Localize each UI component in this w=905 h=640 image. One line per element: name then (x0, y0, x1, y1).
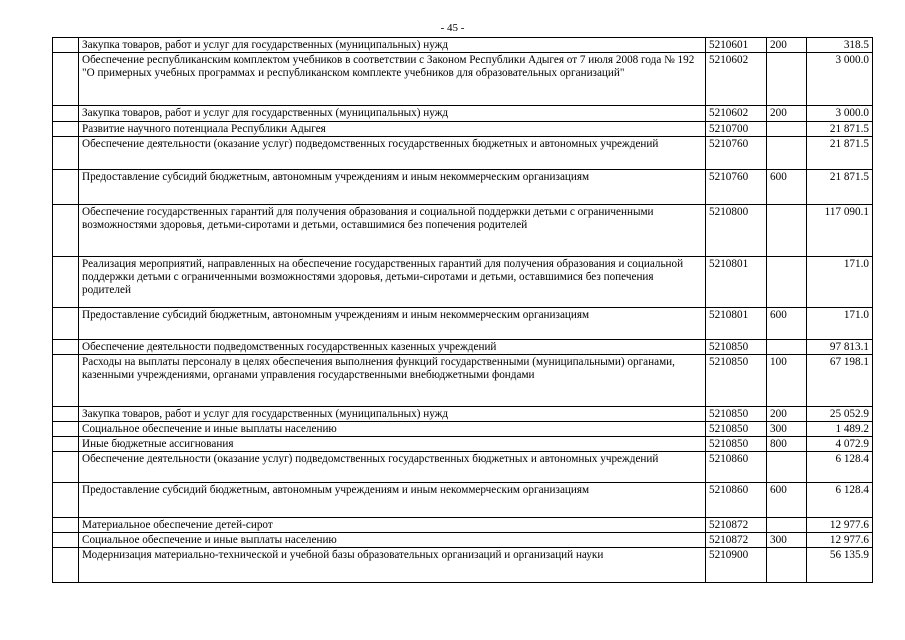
item-name: Социальное обеспечение и иные выплаты населению (79, 422, 706, 437)
table-row (53, 205, 873, 257)
blank-cell (53, 340, 79, 355)
page-number: - 45 - (440, 22, 465, 34)
item-code: 5210850 (706, 422, 767, 437)
item-name: Материальное обеспечение детей-сирот (79, 518, 706, 533)
blank-cell (53, 422, 79, 437)
expense-type: 100 (767, 355, 807, 407)
table-row (53, 548, 873, 583)
item-code: 5210872 (706, 533, 767, 548)
item-sum: 318.5 (807, 38, 873, 53)
item-name: Обеспечение республиканским комплектом учебников в соответствии с Законом Республики Адыгея от 7 июля 2008 года № 192 "О примерных учебных программах и республиканском комплекте учебников для образовательных организаций" (79, 53, 706, 106)
item-name: Реализация мероприятий, направленных на обеспечение государственных гарантий для получения образования и социальной поддержки детьми с ограниченными возможностями здоровья, детьми-сиротами и детьми, оставшимися без попечения родителей (79, 257, 706, 308)
item-sum: 6 128.4 (807, 452, 873, 483)
table-row (53, 422, 873, 437)
item-sum: 171.0 (807, 308, 873, 340)
table-row (53, 452, 873, 483)
expense-type: 300 (767, 533, 807, 548)
expense-type: 600 (767, 308, 807, 340)
item-code: 5210850 (706, 340, 767, 355)
table-row (53, 106, 873, 122)
item-code: 5210801 (706, 257, 767, 308)
table-row (53, 518, 873, 533)
item-code: 5210850 (706, 437, 767, 452)
item-sum: 6 128.4 (807, 483, 873, 518)
table-row (53, 137, 873, 170)
expense-type: 200 (767, 106, 807, 122)
blank-cell (53, 53, 79, 106)
item-sum: 12 977.6 (807, 518, 873, 533)
item-code: 5210860 (706, 483, 767, 518)
expense-type: 200 (767, 407, 807, 422)
item-code: 5210801 (706, 308, 767, 340)
expense-type (767, 548, 807, 583)
item-code: 5210601 (706, 38, 767, 53)
item-sum: 21 871.5 (807, 137, 873, 170)
item-code: 5210760 (706, 137, 767, 170)
item-sum: 21 871.5 (807, 170, 873, 205)
item-name: Социальное обеспечение и иные выплаты населению (79, 533, 706, 548)
expense-type (767, 518, 807, 533)
item-name: Обеспечение деятельности (оказание услуг) подведомственных государственных бюджетных и автономных учреждений (79, 452, 706, 483)
item-code: 5210800 (706, 205, 767, 257)
item-code: 5210900 (706, 548, 767, 583)
table-row (53, 308, 873, 340)
item-name: Предоставление субсидий бюджетным, автономным учреждениям и иным некоммерческим организациям (79, 308, 706, 340)
expense-type (767, 122, 807, 137)
table-row (53, 483, 873, 518)
item-sum: 171.0 (807, 257, 873, 308)
blank-cell (53, 308, 79, 340)
item-sum: 56 135.9 (807, 548, 873, 583)
table-row (53, 170, 873, 205)
item-sum: 3 000.0 (807, 53, 873, 106)
expense-type: 200 (767, 38, 807, 53)
item-code: 5210760 (706, 170, 767, 205)
item-name: Модернизация материально-технической и учебной базы образовательных организаций и организаций науки (79, 548, 706, 583)
blank-cell (53, 137, 79, 170)
item-code: 5210860 (706, 452, 767, 483)
blank-cell (53, 205, 79, 257)
blank-cell (53, 38, 79, 53)
blank-cell (53, 122, 79, 137)
table-row (53, 53, 873, 106)
item-name: Обеспечение деятельности подведомственных государственных казенных учреждений (79, 340, 706, 355)
item-sum: 21 871.5 (807, 122, 873, 137)
expense-type (767, 452, 807, 483)
item-name: Расходы на выплаты персоналу в целях обеспечения выполнения функций государственными (муниципальными) органами, казенными учреждениями, органами управления государственными внебюджетными фондами (79, 355, 706, 407)
blank-cell (53, 548, 79, 583)
item-sum: 25 052.9 (807, 407, 873, 422)
table-row (53, 257, 873, 308)
table-row (53, 355, 873, 407)
item-name: Развитие научного потенциала Республики Адыгея (79, 122, 706, 137)
expense-type (767, 137, 807, 170)
expense-type: 800 (767, 437, 807, 452)
item-sum: 3 000.0 (807, 106, 873, 122)
item-sum: 67 198.1 (807, 355, 873, 407)
item-code: 5210872 (706, 518, 767, 533)
table-row (53, 38, 873, 53)
item-code: 5210602 (706, 106, 767, 122)
blank-cell (53, 483, 79, 518)
table-row (53, 122, 873, 137)
expense-type: 600 (767, 170, 807, 205)
blank-cell (53, 257, 79, 308)
blank-cell (53, 170, 79, 205)
item-name: Закупка товаров, работ и услуг для государственных (муниципальных) нужд (79, 106, 706, 122)
blank-cell (53, 355, 79, 407)
item-name: Обеспечение деятельности (оказание услуг) подведомственных государственных бюджетных и автономных учреждений (79, 137, 706, 170)
expense-type (767, 205, 807, 257)
table-row (53, 533, 873, 548)
budget-table (52, 37, 873, 583)
table-row (53, 407, 873, 422)
budget-table-body (53, 38, 873, 583)
blank-cell (53, 533, 79, 548)
item-code: 5210700 (706, 122, 767, 137)
expense-type (767, 340, 807, 355)
table-row (53, 340, 873, 355)
item-sum: 117 090.1 (807, 205, 873, 257)
item-code: 5210850 (706, 407, 767, 422)
item-sum: 1 489.2 (807, 422, 873, 437)
expense-type (767, 53, 807, 106)
blank-cell (53, 452, 79, 483)
blank-cell (53, 106, 79, 122)
item-name: Закупка товаров, работ и услуг для государственных (муниципальных) нужд (79, 38, 706, 53)
item-code: 5210602 (706, 53, 767, 106)
item-sum: 4 072.9 (807, 437, 873, 452)
expense-type: 300 (767, 422, 807, 437)
item-name: Предоставление субсидий бюджетным, автономным учреждениям и иным некоммерческим организациям (79, 483, 706, 518)
expense-type: 600 (767, 483, 807, 518)
blank-cell (53, 407, 79, 422)
expense-type (767, 257, 807, 308)
item-sum: 12 977.6 (807, 533, 873, 548)
item-name: Закупка товаров, работ и услуг для государственных (муниципальных) нужд (79, 407, 706, 422)
blank-cell (53, 437, 79, 452)
table-row (53, 437, 873, 452)
item-name: Предоставление субсидий бюджетным, автономным учреждениям и иным некоммерческим организациям (79, 170, 706, 205)
item-name: Обеспечение государственных гарантий для получения образования и социальной поддержки детьми с ограниченными возможностями здоровья, детьми-сиротами и детьми, оставшимися без попечения родителей (79, 205, 706, 257)
item-code: 5210850 (706, 355, 767, 407)
item-name: Иные бюджетные ассигнования (79, 437, 706, 452)
item-sum: 97 813.1 (807, 340, 873, 355)
blank-cell (53, 518, 79, 533)
